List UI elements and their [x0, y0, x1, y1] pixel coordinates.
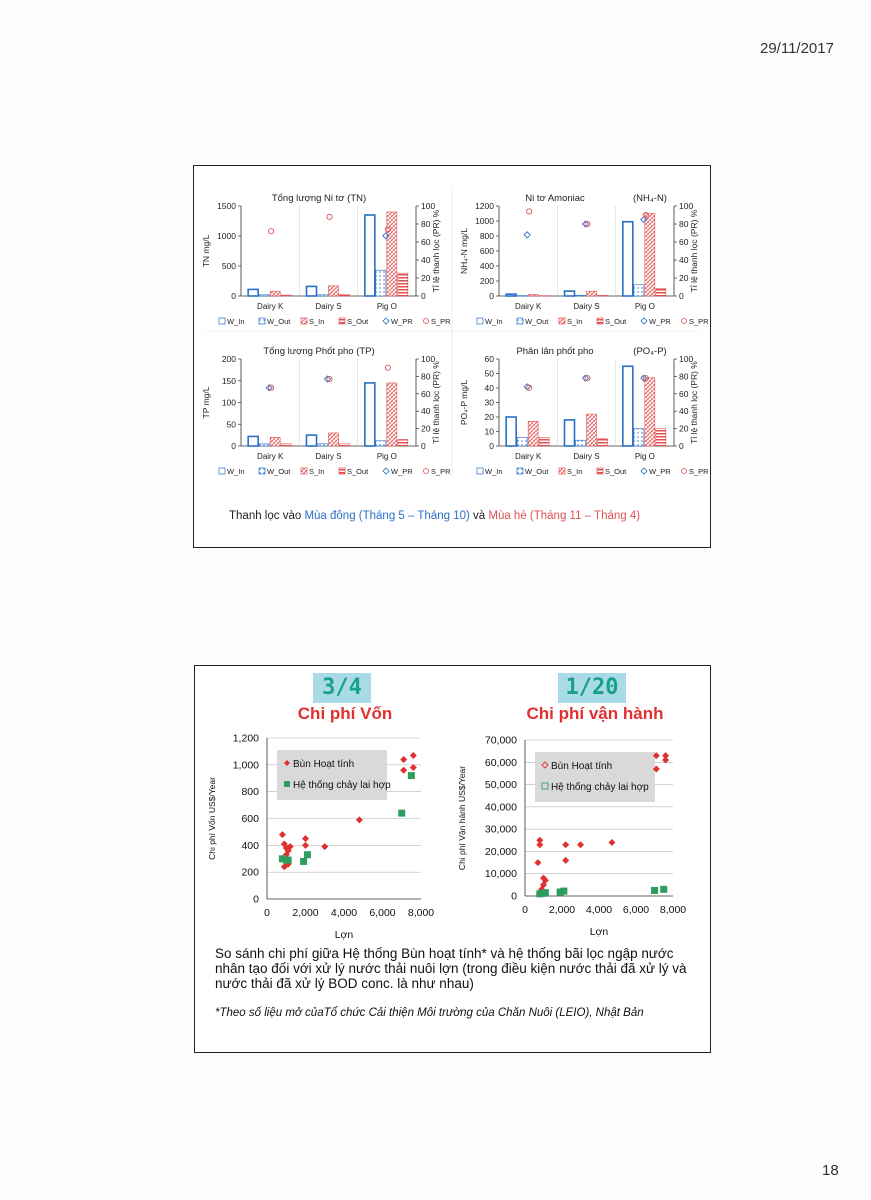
bar-s-in [329, 433, 339, 446]
y-axis-label: Chi phí Vận hành US$/Year [457, 765, 467, 871]
caption-winter: Mùa đông (Tháng 5 – Tháng 10) [304, 510, 470, 522]
y-tick-label: 0 [511, 890, 517, 903]
y-tick-label: 400 [479, 261, 494, 271]
bar-w-in [248, 436, 258, 446]
legend-label: W_Out [525, 317, 549, 326]
legend-swatch [682, 319, 687, 324]
y-tick-label: 10,000 [484, 868, 517, 881]
pr-marker-s [327, 214, 332, 219]
legend-label: S_In [309, 467, 325, 476]
legend-swatch [641, 318, 647, 324]
point-hybrid-wetland [398, 810, 405, 817]
y-axis-label: NH₄-N mg/L [459, 228, 469, 274]
point-hybrid-wetland [660, 886, 667, 893]
bar-w-out [517, 296, 527, 297]
chart-title: Tổng lượng Phốt pho (TP) [263, 346, 375, 357]
legend-swatch [517, 468, 523, 474]
point-hybrid-wetland [542, 889, 549, 896]
legend-label: S_PR [431, 467, 451, 476]
y2-tick-label: 0 [421, 441, 426, 451]
point-activated-sludge [534, 859, 541, 866]
pr-marker-w [524, 232, 530, 238]
x-axis-label: Lợn [334, 929, 354, 941]
bar-w-out [318, 444, 328, 446]
legend-swatch [383, 468, 389, 474]
bar-w-out [576, 295, 586, 296]
y2-tick-label: 80 [679, 219, 689, 229]
x-tick-label: 8,000 [659, 904, 687, 916]
legend-swatch [219, 468, 225, 474]
y-tick-label: 30,000 [484, 823, 517, 836]
bar-s-out [398, 439, 408, 446]
legend-swatch [682, 469, 687, 474]
pr-marker-s [327, 376, 332, 381]
legend-label: W_PR [391, 467, 413, 476]
bar-s-out [598, 295, 608, 296]
category-label: Dairy S [573, 452, 600, 461]
y-tick-label: 50 [226, 419, 236, 430]
legend-label: S_In [309, 317, 325, 326]
chart-title: Ni tơ Amoniac [525, 193, 585, 204]
legend-swatch [259, 318, 265, 324]
y-tick-label: 0 [231, 441, 236, 451]
y-tick-label: 50,000 [484, 779, 517, 792]
y2-tick-label: 100 [421, 354, 436, 364]
y2-tick-label: 0 [679, 291, 684, 301]
point-activated-sludge [536, 841, 543, 848]
category-label: Pig O [376, 452, 397, 461]
legend-swatch [301, 468, 307, 474]
y2-axis-label: Tỉ lệ thanh lọc (PR) % [431, 209, 441, 293]
point-activated-sludge [302, 842, 309, 849]
bar-w-in [623, 366, 633, 446]
legend-label: W_PR [649, 467, 671, 476]
slide1-caption [229, 510, 640, 522]
pr-marker-s [585, 221, 590, 226]
y2-tick-label: 40 [679, 255, 689, 265]
bar-s-in [387, 212, 397, 296]
point-activated-sludge [400, 756, 407, 763]
point-activated-sludge [410, 752, 417, 759]
bar-w-in [506, 294, 516, 296]
y-tick-label: 0 [489, 441, 494, 451]
caption-and: và [469, 510, 489, 522]
bar-s-in [387, 383, 397, 446]
y2-tick-label: 100 [679, 354, 694, 364]
y-axis-label: TN mg/L [201, 234, 211, 268]
bar-w-in [565, 420, 575, 446]
y-tick-label: 20 [484, 412, 494, 422]
legend-swatch [559, 318, 565, 324]
legend-swatch [301, 318, 307, 324]
bar-w-out [318, 295, 328, 296]
chart-title: Tổng lượng Ni tơ (TN) [271, 193, 367, 204]
y2-tick-label: 20 [679, 423, 689, 434]
y-tick-label: 1200 [475, 201, 494, 211]
capex-ratio-badge: 3/4 [313, 673, 371, 703]
x-tick-label: 4,000 [585, 904, 613, 916]
bar-s-out [598, 439, 608, 446]
bar-w-in [565, 291, 575, 296]
bar-w-out [634, 285, 644, 296]
category-label: Dairy K [515, 302, 542, 311]
bar-charts-panel [194, 166, 710, 506]
bar-s-out [656, 289, 666, 297]
category-label: Pig O [634, 452, 655, 461]
y2-axis-label: Tỉ lệ thanh lọc (PR) % [431, 361, 441, 444]
bar-s-out [281, 444, 291, 446]
bar-w-in [365, 383, 375, 446]
y2-tick-label: 80 [679, 371, 689, 382]
legend-label: Hệ thống chảy lai hợp [293, 780, 391, 791]
bar-chart-1 [201, 193, 451, 326]
x-tick-label: 6,000 [622, 904, 650, 916]
capex-title: Chi phí Vốn [297, 704, 393, 723]
category-label: Dairy S [315, 302, 342, 311]
legend-label: S_Out [347, 317, 369, 326]
point-activated-sludge [400, 767, 407, 774]
category-label: Dairy K [515, 452, 542, 461]
y2-tick-label: 20 [421, 423, 431, 434]
legend-label: W_Out [267, 317, 291, 326]
pr-marker-s [385, 365, 390, 370]
legend-swatch [424, 469, 429, 474]
bar-s-in [528, 295, 538, 297]
bar-s-in [329, 286, 339, 296]
y-tick-label: 800 [241, 786, 259, 799]
bar-w-out [259, 444, 269, 446]
bar-w-out [517, 437, 527, 446]
point-activated-sludge [279, 831, 286, 838]
y-tick-label: 10 [484, 426, 494, 437]
y-axis-label: Chi phí Vốn US$/Year [207, 777, 217, 860]
comparison-text: So sánh chi phí giữa Hệ thống Bùn hoạt tính* và hệ thống bãi lọc ngập nước nhân tạo đối với xử lý nước thải nuôi lợn (trong điều kiện nước thải đã xử lý và nước thải đã xử lý BOD conc. là như nhau) [215, 946, 687, 991]
bar-w-out [376, 270, 386, 296]
category-label: Pig O [634, 302, 655, 311]
legend-label: W_Out [267, 467, 291, 476]
scatter-charts-panel [195, 666, 710, 948]
bar-w-in [307, 435, 317, 446]
y2-axis-label: Tỉ lệ thanh lọc (PR) % [689, 209, 699, 293]
chart-title: Phân lân phốt pho [516, 346, 594, 357]
legend-label: W_PR [391, 317, 413, 326]
page-number: 18 [822, 1162, 839, 1179]
category-label: Dairy S [315, 452, 342, 461]
y2-tick-label: 60 [421, 237, 431, 247]
point-activated-sludge [321, 843, 328, 850]
opex-title: Chi phí vận hành [526, 704, 664, 723]
y-tick-label: 100 [221, 397, 236, 408]
bar-s-out [539, 437, 549, 446]
y2-tick-label: 0 [679, 441, 684, 451]
slide-purification-charts [193, 165, 711, 548]
y-tick-label: 40,000 [484, 801, 517, 814]
category-label: Dairy K [257, 302, 284, 311]
caption-summer: Mùa hè (Tháng 11 – Tháng 4) [488, 510, 641, 522]
y-tick-label: 500 [221, 261, 236, 271]
bar-s-in [270, 437, 280, 446]
legend-label: S_PR [689, 467, 709, 476]
legend-swatch [219, 318, 225, 324]
bar-w-out [634, 429, 644, 446]
y-tick-label: 200 [479, 276, 494, 286]
y-tick-label: 60,000 [484, 756, 517, 769]
bar-s-out [340, 295, 350, 297]
legend-swatch [597, 318, 603, 324]
legend-swatch [477, 318, 483, 324]
y-tick-label: 1000 [475, 216, 494, 226]
legend-label: S_PR [431, 317, 451, 326]
legend-swatch [517, 318, 523, 324]
bar-s-out [340, 444, 350, 446]
pr-marker-s [585, 376, 590, 381]
pr-marker-s [269, 385, 274, 390]
legend-label: W_In [227, 467, 245, 476]
bar-w-in [307, 286, 317, 296]
y-tick-label: 50 [484, 368, 494, 379]
y-tick-label: 1,200 [232, 732, 259, 745]
bar-s-out [539, 296, 549, 297]
legend-swatch [559, 468, 565, 474]
bar-w-out [376, 441, 386, 446]
y-tick-label: 150 [221, 375, 236, 386]
legend-swatch [597, 468, 603, 474]
legend-label: W_In [485, 317, 503, 326]
bar-s-in [587, 414, 597, 446]
y2-tick-label: 0 [421, 291, 426, 301]
point-activated-sludge [608, 839, 615, 846]
y-tick-label: 600 [479, 246, 494, 256]
legend-swatch [339, 318, 345, 324]
y2-tick-label: 20 [679, 273, 689, 283]
bar-w-in [365, 215, 375, 296]
x-tick-label: 0 [522, 904, 528, 916]
bar-w-in [248, 289, 258, 296]
legend-label: W_In [485, 467, 503, 476]
point-hybrid-wetland [408, 772, 415, 779]
bar-w-in [623, 222, 633, 296]
category-label: Dairy K [257, 452, 284, 461]
legend-label: S_In [567, 467, 583, 476]
legend-label: W_PR [649, 317, 671, 326]
y-tick-label: 1000 [217, 231, 236, 241]
bar-w-out [259, 295, 269, 296]
y-axis-label: PO₄-P mg/L [459, 379, 469, 426]
y2-tick-label: 100 [421, 201, 436, 211]
point-activated-sludge [562, 841, 569, 848]
legend-box [277, 750, 387, 800]
point-hybrid-wetland [560, 888, 567, 895]
y-tick-label: 200 [241, 866, 259, 879]
legend-label: S_Out [605, 317, 627, 326]
bar-chart-3 [201, 346, 451, 476]
legend-box [535, 752, 655, 802]
y2-tick-label: 100 [679, 201, 694, 211]
point-activated-sludge [562, 857, 569, 864]
y2-tick-label: 20 [421, 273, 431, 283]
bar-chart-2 [459, 193, 709, 326]
y2-tick-label: 40 [679, 406, 689, 417]
chart-title-extra: (NH₄-N) [633, 193, 667, 204]
y-tick-label: 0 [231, 291, 236, 301]
legend-swatch [424, 319, 429, 324]
y-tick-label: 200 [221, 354, 236, 364]
point-activated-sludge [302, 835, 309, 842]
x-axis-label: Lợn [589, 926, 609, 938]
scatter-chart-2 [457, 735, 686, 939]
y-axis-label: TP mg/L [201, 386, 211, 419]
y2-tick-label: 80 [421, 219, 431, 229]
bar-chart-4 [459, 346, 709, 476]
y2-tick-label: 60 [679, 388, 689, 399]
y-tick-label: 1500 [217, 201, 236, 211]
point-activated-sludge [356, 816, 363, 823]
legend-swatch [383, 318, 389, 324]
y2-tick-label: 40 [421, 406, 431, 417]
category-label: Dairy S [573, 302, 600, 311]
bar-s-in [528, 421, 538, 446]
pr-marker-s [269, 229, 274, 234]
category-label: Pig O [376, 302, 397, 311]
legend-label: S_Out [347, 467, 369, 476]
y-tick-label: 60 [484, 354, 494, 364]
y-tick-label: 40 [484, 383, 494, 393]
y-tick-label: 600 [241, 813, 259, 825]
y-tick-label: 400 [241, 839, 259, 852]
y2-axis-label: Tỉ lệ thanh lọc (PR) % [689, 361, 699, 444]
legend-label: Bùn Hoạt tính [293, 759, 355, 770]
x-tick-label: 8,000 [407, 907, 435, 919]
legend-label: S_PR [689, 317, 709, 326]
chart-title-extra: (PO₄-P) [633, 346, 667, 357]
page-date: 29/11/2017 [760, 40, 834, 57]
point-activated-sludge [577, 841, 584, 848]
point-hybrid-wetland [285, 857, 292, 864]
point-hybrid-wetland [300, 858, 307, 865]
scatter-chart-1 [207, 733, 434, 942]
y-tick-label: 0 [253, 893, 259, 906]
bar-w-in [506, 417, 516, 446]
y-tick-label: 70,000 [484, 734, 517, 747]
legend-label: S_In [567, 317, 583, 326]
point-hybrid-wetland [651, 887, 658, 894]
y2-tick-label: 60 [421, 388, 431, 399]
x-tick-label: 4,000 [330, 907, 358, 919]
legend-swatch-green [284, 781, 290, 787]
y-tick-label: 1,000 [232, 759, 259, 772]
caption-prefix: Thanh lọc vào [229, 510, 305, 522]
x-tick-label: 2,000 [292, 907, 319, 919]
y-tick-label: 20,000 [484, 845, 517, 858]
bar-s-out [656, 429, 666, 446]
legend-label: W_Out [525, 467, 549, 476]
y2-tick-label: 40 [421, 255, 431, 265]
bar-s-in [270, 291, 280, 296]
legend-label: W_In [227, 317, 245, 326]
legend-swatch [339, 468, 345, 474]
legend-label: S_Out [605, 467, 627, 476]
x-tick-label: 0 [264, 907, 270, 919]
pr-marker-s [527, 209, 532, 214]
y2-tick-label: 80 [421, 371, 431, 382]
slide-cost-comparison [194, 665, 711, 1053]
x-tick-label: 6,000 [369, 907, 396, 919]
legend-swatch [641, 468, 647, 474]
y-tick-label: 800 [479, 231, 494, 241]
bar-s-out [398, 273, 408, 296]
legend-label: Hệ thống chảy lai hợp [551, 782, 649, 793]
y2-tick-label: 60 [679, 237, 689, 247]
bar-w-out [576, 440, 586, 446]
legend-swatch [477, 468, 483, 474]
x-tick-label: 2,000 [548, 904, 576, 916]
opex-ratio-badge: 1/20 [558, 673, 626, 703]
legend-label: Bùn Hoạt tính [551, 761, 613, 772]
source-note: *Theo số liệu mở củaTổ chức Cải thiện Môi trường của Chăn Nuôi (LEIO), Nhật Bản [215, 1007, 644, 1019]
bar-s-in [645, 214, 655, 297]
point-hybrid-wetland [304, 851, 311, 858]
y-tick-label: 30 [484, 397, 494, 408]
bar-s-in [587, 291, 597, 296]
y-tick-label: 0 [489, 291, 494, 301]
legend-swatch [259, 468, 265, 474]
bar-s-in [645, 378, 655, 446]
bar-s-out [281, 295, 291, 296]
